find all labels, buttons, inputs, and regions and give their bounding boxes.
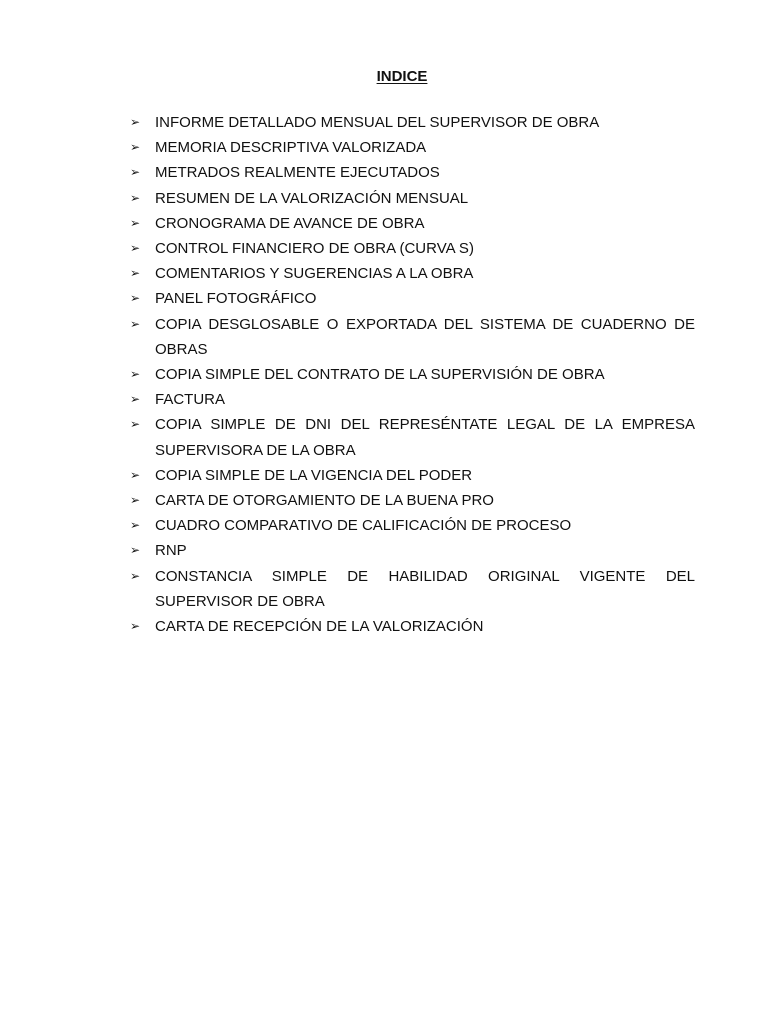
list-item-text: CUADRO COMPARATIVO DE CALIFICACIÓN DE PROCESO bbox=[155, 517, 572, 535]
arrowhead-bullet-icon: ➢ bbox=[130, 266, 141, 281]
arrowhead-bullet-icon: ➢ bbox=[130, 392, 141, 407]
list-item-text: METRADOS REALMENTE EJECUTADOS bbox=[155, 164, 440, 182]
list-item bbox=[130, 312, 695, 362]
list-item bbox=[130, 564, 695, 614]
list-item bbox=[130, 261, 695, 286]
list-item-text: COPIA SIMPLE DE LA VIGENCIA DEL PODER bbox=[155, 466, 473, 484]
arrowhead-bullet-icon: ➢ bbox=[130, 165, 141, 180]
list-item-text: CARTA DE RECEPCIÓN DE LA VALORIZACIÓN bbox=[155, 618, 484, 636]
list-item bbox=[130, 513, 695, 538]
arrowhead-bullet-icon: ➢ bbox=[130, 493, 141, 508]
list-item bbox=[130, 538, 695, 563]
list-item bbox=[130, 463, 695, 488]
arrowhead-bullet-icon: ➢ bbox=[130, 619, 141, 634]
list-item-text: RNP bbox=[155, 542, 187, 560]
list-item bbox=[130, 160, 695, 185]
arrowhead-bullet-icon: ➢ bbox=[130, 241, 141, 256]
arrowhead-bullet-icon: ➢ bbox=[130, 467, 141, 482]
list-item-text: MEMORIA DESCRIPTIVA VALORIZADA bbox=[155, 139, 427, 157]
list-item bbox=[130, 286, 695, 311]
list-item bbox=[130, 135, 695, 160]
list-item-text: CONTROL FINANCIERO DE OBRA (CURVA S) bbox=[155, 240, 474, 258]
list-item bbox=[130, 211, 695, 236]
list-item-text: CONSTANCIA SIMPLE DE HABILIDAD ORIGINAL VIGENTE DEL SUPERVISOR DE OBRA bbox=[155, 567, 695, 610]
list-item bbox=[130, 412, 695, 462]
list-item-text: CARTA DE OTORGAMIENTO DE LA BUENA PRO bbox=[155, 492, 494, 510]
arrowhead-bullet-icon: ➢ bbox=[130, 367, 141, 382]
list-item-text: COPIA DESGLOSABLE O EXPORTADA DEL SISTEMA DE CUADERNO DE OBRAS bbox=[155, 315, 695, 358]
list-item bbox=[130, 236, 695, 261]
arrowhead-bullet-icon: ➢ bbox=[130, 543, 141, 558]
list-item-text: COPIA SIMPLE DEL CONTRATO DE LA SUPERVISIÓN DE OBRA bbox=[155, 366, 605, 384]
list-item bbox=[130, 488, 695, 513]
list-item-text: CRONOGRAMA DE AVANCE DE OBRA bbox=[155, 214, 425, 232]
list-item-text: INFORME DETALLADO MENSUAL DEL SUPERVISOR DE OBRA bbox=[155, 114, 600, 131]
list-item-text: COPIA SIMPLE DE DNI DEL REPRESÉNTATE LEGAL DE LA EMPRESA SUPERVISORA DE LA OBRA bbox=[155, 416, 695, 459]
arrowhead-bullet-icon: ➢ bbox=[130, 190, 141, 205]
list-item-text: PANEL FOTOGRÁFICO bbox=[155, 290, 317, 308]
index-list bbox=[130, 110, 695, 639]
arrowhead-bullet-icon: ➢ bbox=[130, 417, 141, 432]
arrowhead-bullet-icon: ➢ bbox=[130, 316, 141, 331]
arrowhead-bullet-icon: ➢ bbox=[130, 568, 141, 583]
list-item-text: RESUMEN DE LA VALORIZACIÓN MENSUAL bbox=[155, 189, 469, 207]
list-item bbox=[130, 186, 695, 211]
list-item bbox=[130, 614, 695, 639]
list-item-text: FACTURA bbox=[155, 391, 226, 409]
arrowhead-bullet-icon: ➢ bbox=[130, 140, 141, 155]
page-title: INDICE bbox=[376, 68, 428, 85]
list-item bbox=[130, 387, 695, 412]
arrowhead-bullet-icon: ➢ bbox=[130, 291, 141, 306]
arrowhead-bullet-icon: ➢ bbox=[130, 518, 141, 533]
list-item bbox=[130, 362, 695, 387]
list-item-text: COMENTARIOS Y SUGERENCIAS A LA OBRA bbox=[155, 265, 474, 283]
list-item bbox=[130, 110, 695, 135]
arrowhead-bullet-icon: ➢ bbox=[130, 215, 141, 230]
arrowhead-bullet-icon: ➢ bbox=[130, 115, 141, 129]
